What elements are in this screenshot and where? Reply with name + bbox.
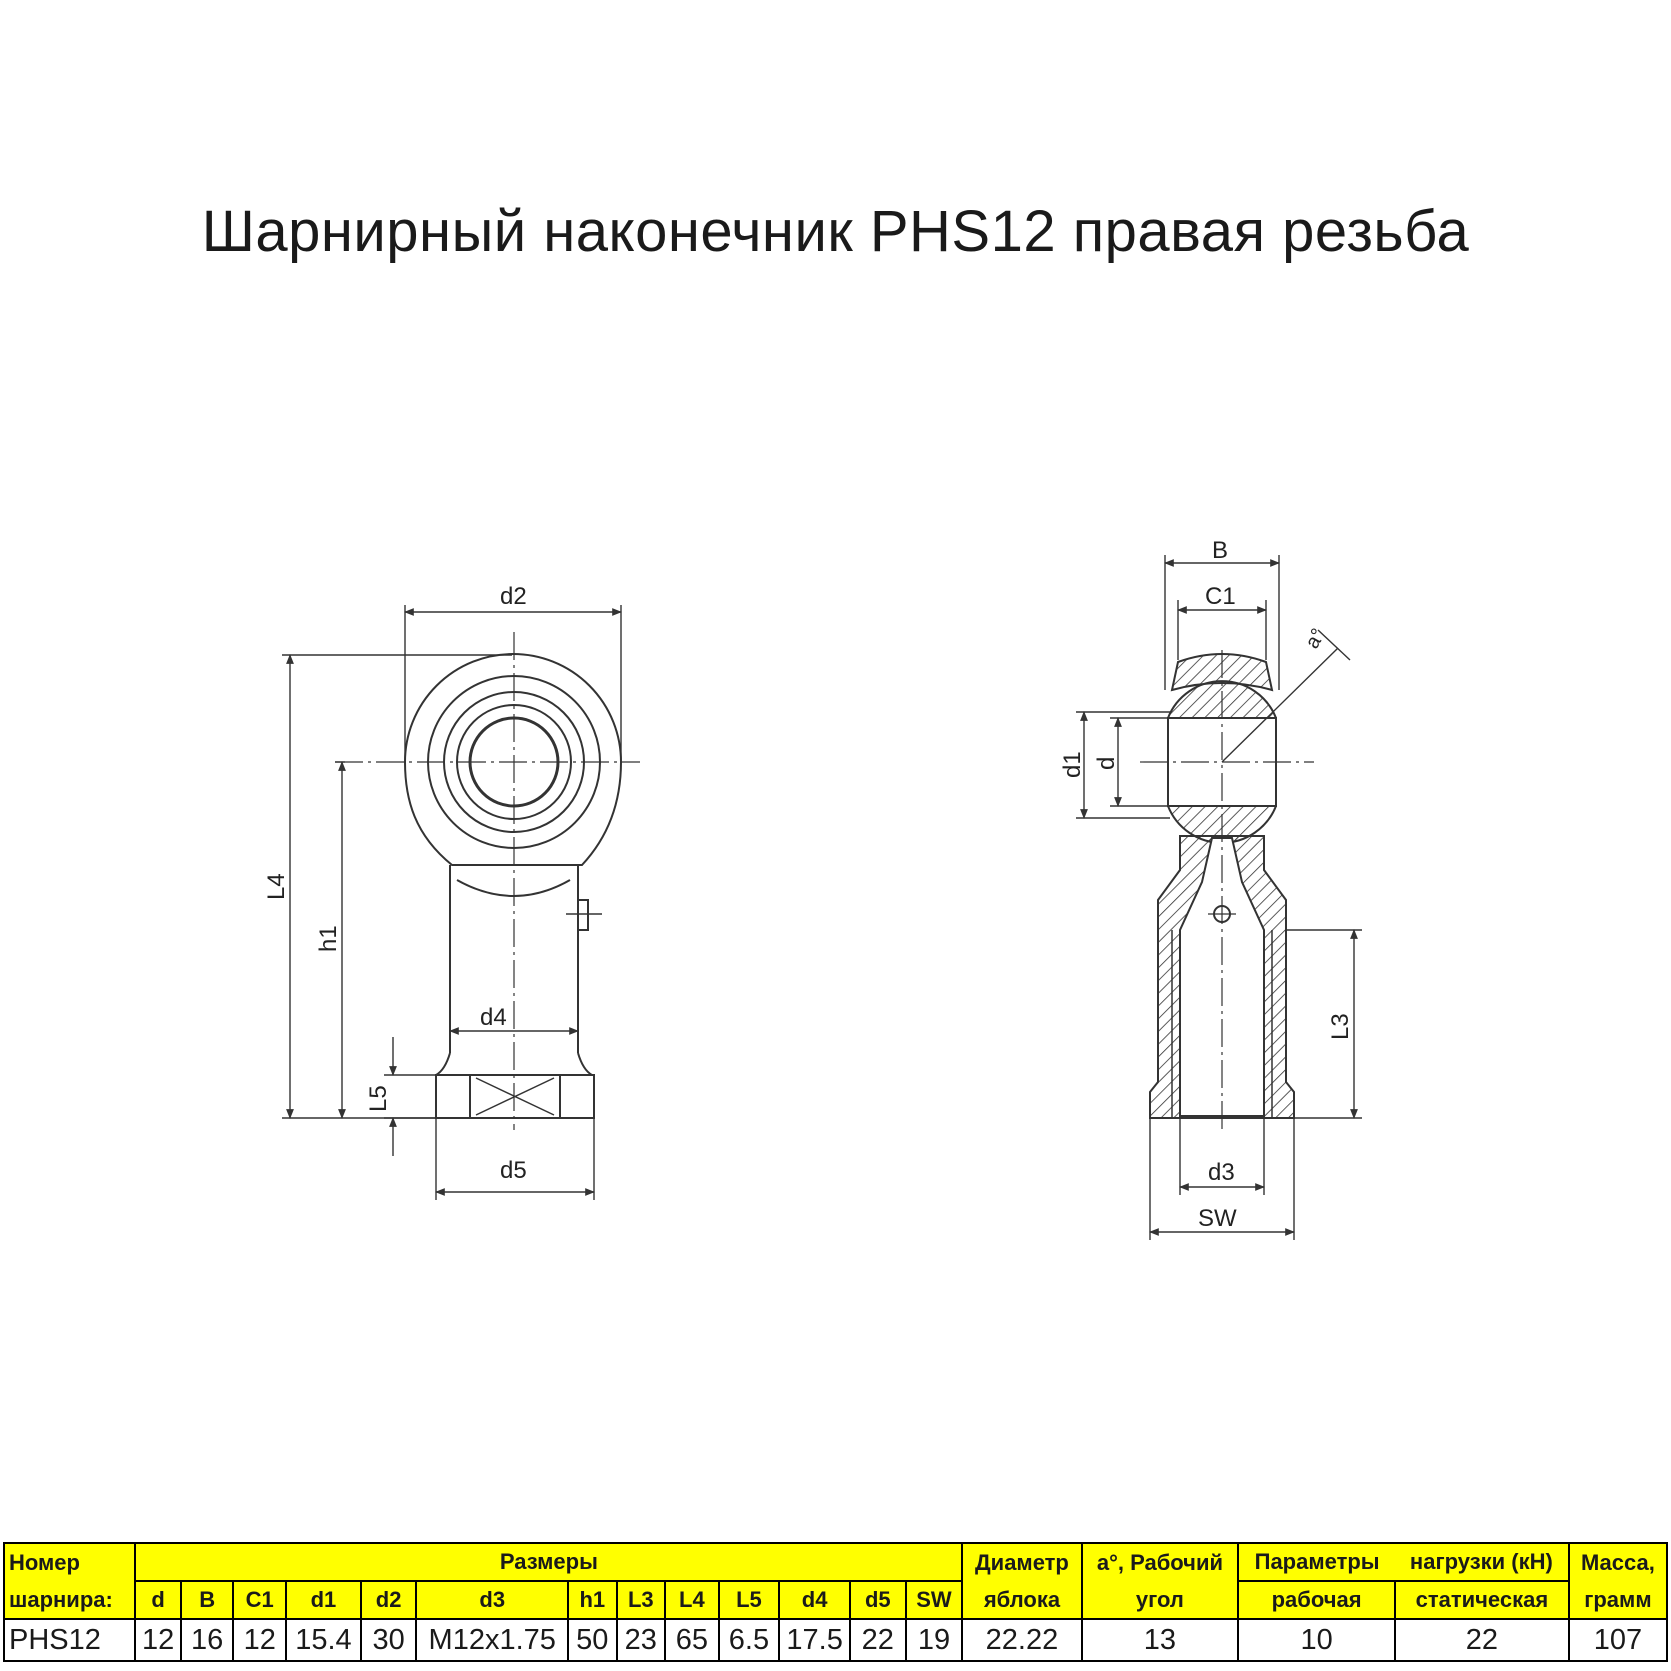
header-col-L5: L5 — [719, 1581, 780, 1619]
cell-rabochaya: 10 — [1238, 1619, 1395, 1661]
spec-table — [3, 1542, 1668, 1662]
header-col-C1: C1 — [233, 1581, 286, 1619]
table-header-row-2 — [4, 1581, 1667, 1619]
table-header-row-1 — [4, 1543, 1667, 1581]
eye-outline — [405, 654, 621, 865]
cell-d2: 30 — [361, 1619, 417, 1661]
front-view — [405, 654, 621, 1118]
header-yabloka: яблока — [962, 1581, 1081, 1619]
cell-d5: 22 — [850, 1619, 906, 1661]
cell-h1: 50 — [568, 1619, 617, 1661]
header-sharnira: шарнира: — [4, 1581, 135, 1619]
header-col-L3: L3 — [617, 1581, 666, 1619]
label-d: d — [1093, 756, 1120, 770]
cell-L4: 65 — [665, 1619, 719, 1661]
label-SW: SW — [1198, 1205, 1237, 1232]
section-view — [1150, 654, 1294, 1118]
cell-staticheskaya: 22 — [1395, 1619, 1569, 1661]
cell-C1: 12 — [233, 1619, 286, 1661]
cell-name: PHS12 — [4, 1619, 135, 1661]
header-parametry: Параметры — [1238, 1543, 1395, 1581]
header-col-d2: d2 — [361, 1581, 417, 1619]
header-col-SW: SW — [906, 1581, 963, 1619]
cell-L3: 23 — [617, 1619, 666, 1661]
cell-d3: M12x1.75 — [416, 1619, 568, 1661]
label-B: B — [1212, 537, 1229, 564]
header-ugol: a°, Рабочий — [1082, 1543, 1239, 1581]
cell-B: 16 — [181, 1619, 234, 1661]
cell-d4: 17.5 — [779, 1619, 850, 1661]
label-d1: d1 — [1059, 751, 1086, 778]
label-a: a° — [1301, 624, 1330, 653]
cell-ugol: 13 — [1082, 1619, 1239, 1661]
header-diametr: Диаметр — [962, 1543, 1081, 1581]
label-C1: C1 — [1205, 583, 1236, 610]
front-centerlines — [335, 632, 640, 1130]
header-col-d4: d4 — [779, 1581, 850, 1619]
cell-d1: 15.4 — [286, 1619, 361, 1661]
header-col-d5: d5 — [850, 1581, 906, 1619]
label-d5: d5 — [500, 1157, 527, 1184]
cell-L5: 6.5 — [719, 1619, 780, 1661]
header-ugol-2: угол — [1082, 1581, 1239, 1619]
header-razmery: Размеры — [135, 1543, 962, 1581]
header-col-L4: L4 — [665, 1581, 719, 1619]
header-gramm: грамм — [1569, 1581, 1667, 1619]
label-d2: d2 — [500, 583, 527, 610]
header-rabochaya: рабочая — [1238, 1581, 1395, 1619]
header-staticheskaya: статическая — [1395, 1581, 1569, 1619]
front-dimensions — [282, 605, 621, 1200]
header-nomer: Номер — [4, 1543, 135, 1581]
label-L3: L3 — [1327, 1013, 1354, 1040]
header-col-d: d — [135, 1581, 180, 1619]
header-col-d1: d1 — [286, 1581, 361, 1619]
header-col-h1: h1 — [568, 1581, 617, 1619]
cell-diametr: 22.22 — [962, 1619, 1081, 1661]
cell-d: 12 — [135, 1619, 180, 1661]
label-d4: d4 — [480, 1004, 507, 1031]
cell-massa: 107 — [1569, 1619, 1667, 1661]
table-row — [4, 1619, 1667, 1661]
label-d3: d3 — [1208, 1159, 1235, 1186]
header-col-d3: d3 — [416, 1581, 568, 1619]
label-L5: L5 — [365, 1085, 392, 1112]
header-col-B: B — [181, 1581, 234, 1619]
label-L4: L4 — [263, 873, 290, 900]
label-h1: h1 — [315, 925, 342, 952]
front-labels — [263, 583, 527, 1184]
cell-SW: 19 — [906, 1619, 963, 1661]
page-title: Шарнирный наконечник PHS12 правая резьба — [201, 199, 1470, 264]
header-massa: Масса, — [1569, 1543, 1667, 1581]
header-nagruzki: нагрузки (кН) — [1395, 1543, 1569, 1581]
